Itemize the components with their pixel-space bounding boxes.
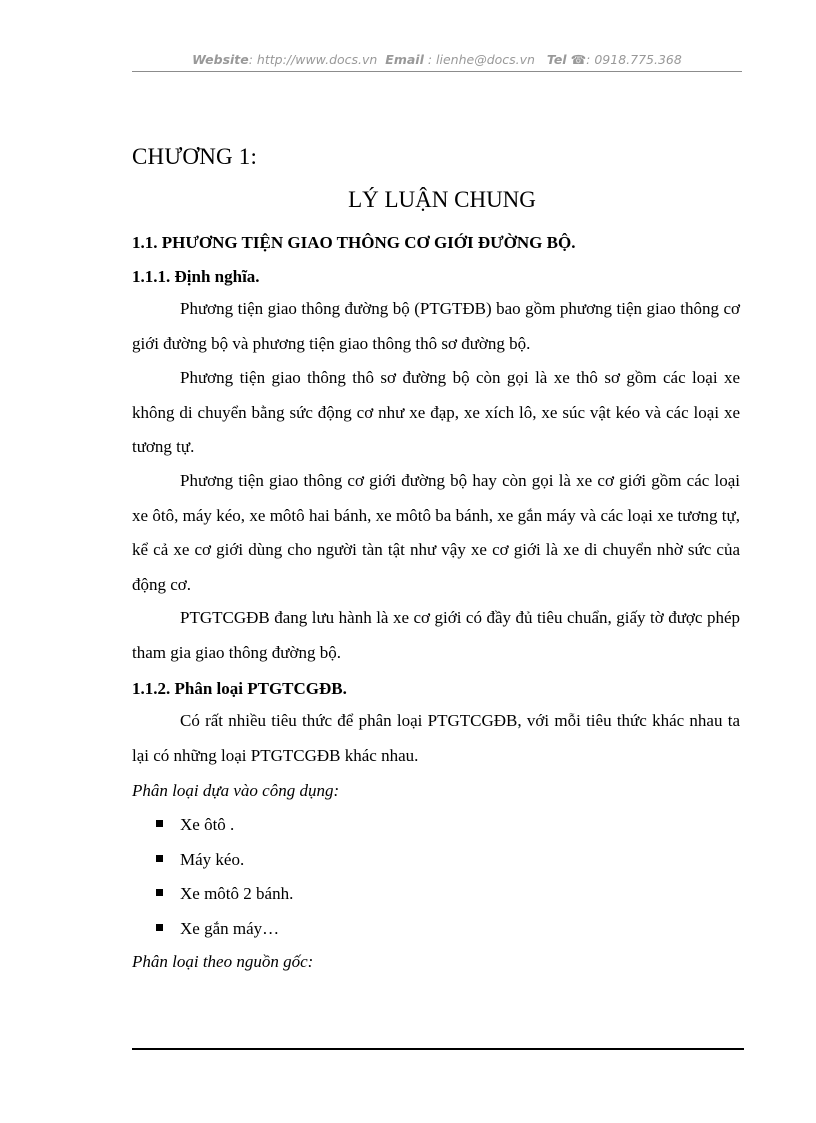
list-item: Máy kéo.: [156, 850, 293, 885]
chapter-heading: CHƯƠNG 1:: [132, 144, 258, 169]
tel-value: : 0918.775.368: [586, 52, 682, 67]
header-rule: [132, 71, 742, 72]
origin-classification-label: Phân loại theo nguồn gốc:: [132, 952, 314, 971]
paragraph: Phương tiện giao thông đường bộ (PTGTĐB) bao gồm phương tiện giao thông cơ giới đường bộ và phương tiện giao thông thô sơ đường bộ.: [132, 299, 740, 353]
section-heading-1-1-1: 1.1.1. Định nghĩa.: [132, 267, 260, 286]
website-label: Website: [192, 52, 249, 67]
paragraph: Phương tiện giao thông thô sơ đường bộ còn gọi là xe thô sơ gồm các loại xe không di chuyển bằng sức động cơ như xe đạp, xe xích lô, xe súc vật kéo và các loại xe tương tự.: [132, 368, 740, 456]
square-bullet-icon: [156, 820, 163, 827]
usage-classification-label: Phân loại dựa vào công dụng:: [132, 781, 340, 800]
list-item: Xe môtô 2 bánh.: [156, 884, 293, 919]
usage-list: [156, 815, 293, 953]
phone-icon: ☎: [570, 52, 587, 67]
square-bullet-icon: [156, 889, 163, 896]
tel-label: Tel: [546, 52, 567, 67]
square-bullet-icon: [156, 924, 163, 931]
website-value: : http://www.docs.vn: [248, 52, 378, 67]
email-label: Email: [385, 52, 424, 67]
list-item: Xe gắn máy…: [156, 919, 293, 954]
section-heading-1-1: 1.1. PHƯƠNG TIỆN GIAO THÔNG CƠ GIỚI ĐƯỜNG BỘ.: [132, 233, 576, 252]
email-value: : lienhe@docs.vn: [427, 52, 535, 67]
footer-rule: [132, 1048, 744, 1050]
page-header: [132, 50, 742, 72]
chapter-title: LÝ LUẬN CHUNG: [348, 187, 536, 212]
list-item: Xe ôtô .: [156, 815, 293, 850]
paragraph: Có rất nhiều tiêu thức để phân loại PTGTCGĐB, với mỗi tiêu thức khác nhau ta lại có những loại PTGTCGĐB khác nhau.: [132, 711, 740, 765]
square-bullet-icon: [156, 855, 163, 862]
section-heading-1-1-2: 1.1.2. Phân loại PTGTCGĐB.: [132, 679, 347, 698]
paragraph: PTGTCGĐB đang lưu hành là xe cơ giới có đầy đủ tiêu chuẩn, giấy tờ được phép tham gia giao thông đường bộ.: [132, 608, 740, 662]
paragraph: Phương tiện giao thông cơ giới đường bộ hay còn gọi là xe cơ giới gồm các loại xe ôtô, máy kéo, xe môtô hai bánh, xe môtô ba bánh, xe gắn máy và các loại xe tương tự, kể cả xe cơ giới dùng cho người tàn tật như vậy xe cơ giới là xe di chuyển nhờ sức của động cơ.: [132, 471, 740, 594]
